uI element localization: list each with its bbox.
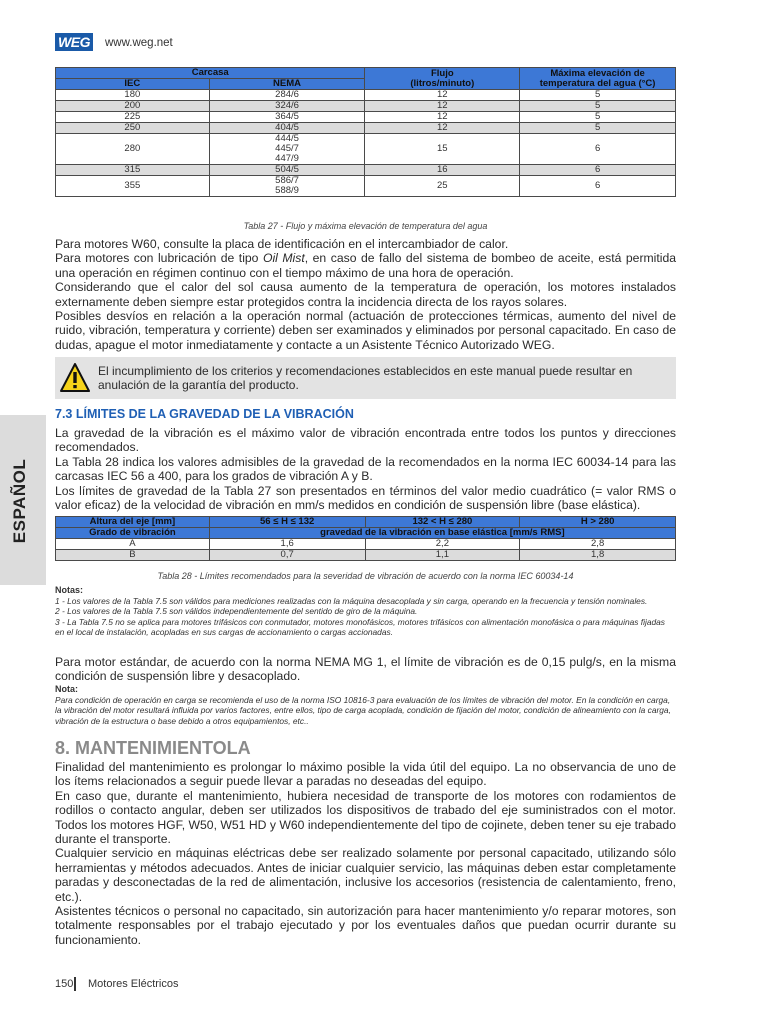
section-8-body: [55, 760, 676, 947]
nema-cell: [209, 165, 365, 176]
iec-cell: 225: [56, 112, 210, 123]
temp-cell: 5: [520, 123, 676, 134]
table-row: [56, 539, 676, 550]
paragraph: Para motores W60, consulte la placa de identificación en el intercambiador de calor.: [55, 237, 509, 251]
v3-cell: 2,8: [520, 539, 676, 550]
nema-value: 284/6: [275, 89, 299, 100]
paragraph: Los límites de gravedad de la Tabla 27 son presentados en términos del valor medio cuadrático (= valor RMS o valor eficaz) de la velocidad de vibración en mm/s medidos en condición de suspensión libre (base elástica).: [55, 483, 676, 513]
paragraph: Para motores con lubricación de tipo Oil Mist, en caso de fallo del sistema de bombeo de aceite, está permitida una operación en régimen continuo con el tiempo máximo de una hora de operación.: [55, 251, 677, 280]
carcasa-header: Carcasa: [56, 68, 365, 79]
nema-cell: [209, 176, 365, 197]
notes-block: [55, 585, 676, 638]
nema-value: 324/6: [275, 100, 299, 111]
v1-cell: 1,6: [209, 539, 365, 550]
nema-value: 404/5: [275, 122, 299, 133]
flujo-cell: 15: [365, 134, 520, 165]
table-27: [55, 67, 676, 197]
grade-cell: A: [56, 539, 210, 550]
flujo-cell: 25: [365, 176, 520, 197]
max-elev-header: Máxima elevación de temperatura del agua (°C): [520, 68, 676, 90]
paragraph: La gravedad de la vibración es el máximo valor de vibración encontrada entre todos los puntos y direcciones recomendados.: [55, 426, 676, 455]
table-row: [56, 112, 676, 123]
weg-logo: WEG: [55, 33, 93, 51]
range-1-header: 56 ≤ H ≤ 132: [209, 517, 365, 528]
temp-cell: 5: [520, 90, 676, 101]
temp-cell: 5: [520, 112, 676, 123]
nema-value: 447/9: [275, 153, 299, 164]
nema-cell: [209, 123, 365, 134]
range-3-header: H > 280: [520, 517, 676, 528]
iec-cell: 280: [56, 134, 210, 165]
table-row: [56, 165, 676, 176]
section-7-3-body: [55, 426, 676, 512]
section-8-title: 8. MANTENIMIENTOLA: [55, 738, 251, 758]
flujo-cell: 16: [365, 165, 520, 176]
grado-header: Grado de vibración: [56, 528, 210, 539]
temp-cell: 5: [520, 101, 676, 112]
temp-cell: 6: [520, 176, 676, 197]
table-27-caption: Tabla 27 - Flujo y máxima elevación de temperatura del agua: [243, 221, 488, 231]
altura-header: Altura del eje [mm]: [56, 517, 210, 528]
table-row: [56, 123, 676, 134]
flujo-cell: 12: [365, 101, 520, 112]
paragraph: Cualquier servicio en máquinas eléctricas debe ser realizado solamente por personal capacitado, utilizando sólo herramientas y métodos adecuados. Antes de iniciar cualquier servicio, las máquinas deben estar completamente paradas y desconectadas de la red de alimentación, inclusive los accesorios (resistencia de calentamiento, freno, etc.).: [55, 846, 676, 904]
paragraph: Finalidad del mantenimiento es prolongar lo máximo posible la vida útil del equipo. La no observancia de uno de los ítems relacionados a seguir puede llevar a paradas no deseadas del equipo.: [55, 760, 676, 789]
page-number: 150: [55, 978, 74, 990]
gravedad-header: gravedad de la vibración en base elástica [mm/s RMS]: [209, 528, 675, 539]
nema-value: 444/5: [275, 133, 299, 144]
nema-value: 588/9: [275, 185, 299, 196]
range-2-header: 132 < H ≤ 280: [365, 517, 520, 528]
table-row: [56, 176, 676, 197]
nota-text: Para condición de operación en carga se recomienda el uso de la norma ISO 10816-3 para evaluación de los límites de vibración del motor. En la condición en carga, la vibración del motor resultará influida por varios factores, entre ellos, tipo de carga acoplada, condición de fijación del motor, condición de alineamiento con la carga, vibración de la estructura o base debido a otros equipamientos, etc..: [55, 694, 671, 726]
iec-cell: 315: [56, 165, 210, 176]
paragraph: Considerando que el calor del sol causa aumento de la temperatura de operación, los motores instalados externamente deben siempre estar protegidos contra la incidencia directa de los rayos solares.: [55, 280, 676, 309]
nema-cell: [209, 90, 365, 101]
note-item: 2 - Los valores de la Tabla 7.5 son válidos independientemente del sentido de giro de la máquina.: [55, 606, 418, 617]
flujo-cell: 12: [365, 112, 520, 123]
grade-cell: B: [56, 550, 210, 561]
nema-cell: [209, 101, 365, 112]
nema-paragraph: Para motor estándar, de acuerdo con la norma NEMA MG 1, el límite de vibración es de 0,15 pulg/s, en la misma condición de suspensión libre y desacoplado.: [55, 655, 676, 684]
nema-value: 504/5: [275, 164, 299, 175]
note-item: 1 - Los valores de la Tabla 7.5 son válidos para mediciones realizadas con la máquina desacoplada y sin carga, operando en la frecuencia y tensión nominales.: [55, 595, 648, 606]
iec-cell: 180: [56, 90, 210, 101]
paragraph: Posibles desvíos en relación a la operación normal (actuación de protecciones térmicas, aumento del nivel de ruido, vibración, temperatura y corriente) deben ser examinados y eliminados por personal capacitado. En caso de dudas, apague el motor inmediatamente y contacte a un Asistente Técnico Autorizado WEG.: [55, 309, 676, 352]
table-row: [56, 134, 676, 165]
v3-cell: 1,8: [520, 550, 676, 561]
v2-cell: 1,1: [365, 550, 520, 561]
table-28: [55, 516, 676, 561]
table-row: [56, 90, 676, 101]
table-row: [56, 550, 676, 561]
operation-paragraphs: [55, 237, 676, 352]
v2-cell: 2,2: [365, 539, 520, 550]
temp-cell: 6: [520, 165, 676, 176]
paragraph: Asistentes técnicos o personal no capacitado, sin autorización para hacer mantenimiento y/o reparar motores, son totalmente responsables por el trabajo ejecutado y por los eventuales daños que puedan ocurrir durante su funcionamiento.: [55, 904, 676, 947]
flujo-cell: 12: [365, 90, 520, 101]
footer-divider: [74, 977, 76, 991]
nema-value: 445/7: [275, 143, 299, 154]
language-side-label: ESPAÑOL: [10, 458, 29, 544]
nema-cell: [209, 112, 365, 123]
nema-value: 586/7: [275, 175, 299, 186]
flujo-cell: 12: [365, 123, 520, 134]
table-28-caption: Tabla 28 - Límites recomendados para la severidad de vibración de acuerdo con la norma IEC 60034-14: [157, 571, 574, 581]
table-row: [56, 101, 676, 112]
paragraph: En caso que, durante el mantenimiento, hubiera necesidad de transporte de los motores con rodamientos de rodillos o contacto angular, deben ser utilizados los dispositivos de trabado del eje suministrados con el motor. Todos los motores HGF, W50, W51 HD y W60 independientemente del tipo de cojinete, deben tener su eje trabado durante el transporte.: [55, 788, 676, 847]
nota-title: Nota:: [55, 684, 78, 694]
temp-cell: 6: [520, 134, 676, 165]
nema-header: NEMA: [209, 79, 365, 90]
footer-title: Motores Eléctricos: [88, 978, 179, 990]
iec-cell: 200: [56, 101, 210, 112]
iec-cell: 250: [56, 123, 210, 134]
section-7-3-title: 7.3 LÍMITES DE LA GRAVEDAD DE LA VIBRACIÓN: [55, 407, 354, 421]
v1-cell: 0,7: [209, 550, 365, 561]
iec-cell: 355: [56, 176, 210, 197]
note-item: 3 - La Tabla 7.5 no se aplica para motores trifásicos con conmutador, motores monofásicos, motores trifásicos con alimentación monofásica o para máquinas fijadas en el local de instalación, acopladas en sus cargas de accionamiento o cargas accionadas.: [55, 616, 665, 638]
warning-text: El incumplimiento de los criterios y recomendaciones establecidos en este manual puede resultar en anulación de la garantía del producto.: [98, 364, 633, 393]
site-url[interactable]: www.weg.net: [105, 37, 173, 49]
notes-title: Notas:: [55, 585, 84, 595]
nema-value: 364/5: [275, 111, 299, 122]
nota-block: [55, 684, 676, 726]
nema-cell: [209, 134, 365, 165]
flujo-header: Flujo (litros/minuto): [365, 68, 520, 90]
iec-header: IEC: [56, 79, 210, 90]
paragraph: La Tabla 28 indica los valores admisibles de la gravedad de la recomendados en la norma IEC 60034-14 para las carcasas IEC 56 a 400, para los grados de vibración A y B.: [55, 454, 676, 484]
warning-triangle-icon: [59, 362, 91, 394]
